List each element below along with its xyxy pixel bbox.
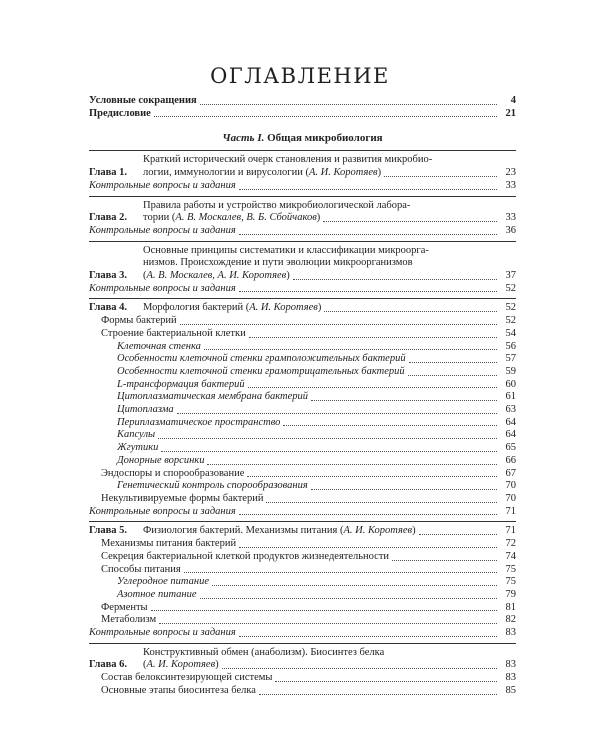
toc-section-entry: Донорные ворсинки 66 <box>117 454 516 466</box>
toc-questions-1: Контрольные вопросы и задания 33 <box>89 179 516 191</box>
divider <box>89 643 516 644</box>
toc-section-entry: L-трансформация бактерий 60 <box>117 378 516 390</box>
toc-section-entry: Некультивируемые формы бактерий 70 <box>101 492 516 504</box>
toc-questions-3: Контрольные вопросы и задания 52 <box>89 282 516 294</box>
toc-entry-abbreviations: Условные сокращения 4 <box>89 95 516 106</box>
page-title: ОГЛАВЛЕНИЕ <box>210 64 390 88</box>
toc-section-entry: Генетический контроль спорообразования 70 <box>117 480 516 492</box>
toc-section-entry: Цитоплазматическая мембрана бактерий 61 <box>117 391 516 403</box>
toc-entry-preface: Предисловие 21 <box>89 107 516 119</box>
toc-section-entry: Клеточная стенка 56 <box>117 340 516 352</box>
toc-chapter-3: Глава 3. Основные принципы систематики и классификации микроорга- низмов. Происхождение и пути эволюции микроорганизмов (А. В. Москалев, А. И. Коротяев) 37 <box>89 244 516 282</box>
toc-section-entry: Механизмы питания бактерий 72 <box>101 538 516 550</box>
toc-chapter-6: Глава 6. Конструктивный обмен (анаболизм). Биосинтез белка (А. И. Коротяев) 83 <box>89 646 516 671</box>
toc-chapter-5: Глава 5. Физиология бактерий. Механизмы питания (А. И. Коротяев) 71 <box>89 525 516 537</box>
toc-chapter-5-sections <box>89 538 516 627</box>
toc-chapter-2: Глава 2. Правила работы и устройство микробиологической лабора- тории (А. В. Москалев, В. Б. Сбойчаков) 33 <box>89 199 516 224</box>
toc-section-entry: Секреция бактериальной клеткой продуктов жизнедеятельности 74 <box>101 550 516 562</box>
toc-questions-4: Контрольные вопросы и задания 71 <box>89 505 516 517</box>
divider <box>89 150 516 151</box>
toc-section-entry: Капсулы 64 <box>117 429 516 441</box>
toc-chapter-4: Глава 4. Морфология бактерий (А. И. Коротяев) 52 <box>89 302 516 314</box>
toc-section-entry: Способы питания 75 <box>101 563 516 575</box>
divider <box>89 196 516 197</box>
toc-section-entry: Особенности клеточной стенки грамположительных бактерий 57 <box>117 353 516 365</box>
toc-chapter-6-sections <box>89 672 516 697</box>
toc-questions-2: Контрольные вопросы и задания 36 <box>89 224 516 236</box>
table-of-contents <box>89 95 516 698</box>
toc-section-entry: Цитоплазма 63 <box>117 404 516 416</box>
toc-section-entry: Метаболизм 82 <box>101 614 516 626</box>
divider <box>89 521 516 522</box>
toc-chapter-1: Глава 1. Краткий исторический очерк становления и развития микробио- логии, иммунологии и вирусологии (А. И. Коротяев) 23 <box>89 154 516 179</box>
toc-section-entry: Ферменты 81 <box>101 601 516 613</box>
divider <box>89 298 516 299</box>
toc-section-entry: Строение бактериальной клетки 54 <box>101 327 516 339</box>
toc-questions-5: Контрольные вопросы и задания 83 <box>89 627 516 639</box>
divider <box>89 241 516 242</box>
toc-section-entry: Азотное питание 79 <box>117 588 516 600</box>
toc-section-entry: Особенности клеточной стенки грамотрицательных бактерий 59 <box>117 365 516 377</box>
toc-section-entry: Жгутики 65 <box>117 442 516 454</box>
toc-section-entry: Состав белоксинтезирующей системы 83 <box>101 672 516 684</box>
toc-section-entry: Углеродное питание 75 <box>117 576 516 588</box>
toc-chapter-4-sections <box>89 315 516 506</box>
toc-section-entry: Формы бактерий 52 <box>101 315 516 327</box>
part-heading: Часть I. Общая микробиология <box>222 132 383 145</box>
toc-section-entry: Эндоспоры и спорообразование 67 <box>101 467 516 479</box>
toc-section-entry: Основные этапы биосинтеза белка 85 <box>101 684 516 696</box>
toc-section-entry: Периплазматическое пространство 64 <box>117 416 516 428</box>
